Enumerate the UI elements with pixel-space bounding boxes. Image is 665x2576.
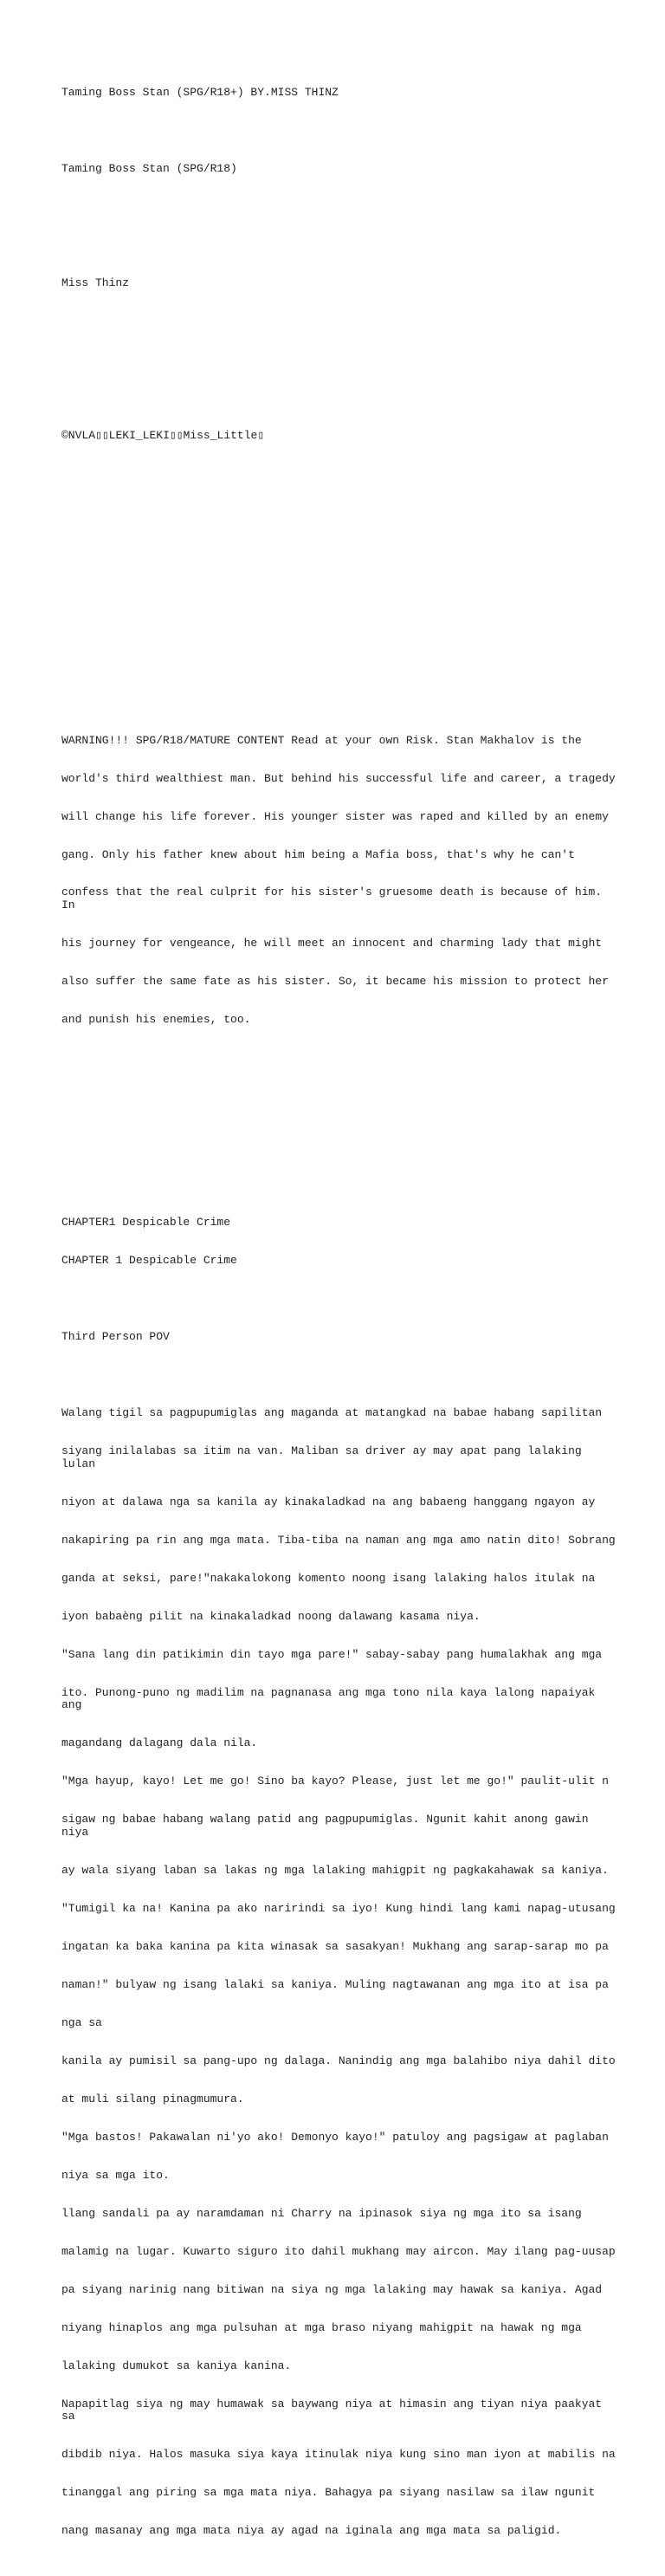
spacer — [61, 506, 616, 519]
document-page — [61, 62, 616, 2576]
document-title: Taming Boss Stan (SPG/R18+) BY.MISS THINZ — [61, 86, 339, 100]
body-line: sigaw ng babae habang walang patid ang pagpupumiglas. Ngunit kahit anong gawin niya — [61, 1813, 596, 1839]
spacer — [61, 1090, 616, 1103]
body-line: at muli silang pinagmumura. — [61, 2092, 244, 2106]
body-line: ganda at seksi, pare!"nakakalokong komento noong isang lalaking halos itulak na — [61, 1571, 596, 1585]
body-line: malamig na lugar. Kuwarto siguro ito dahil mukhang may aircon. May ilang pag-uusap — [61, 2244, 616, 2258]
spacer — [61, 1128, 616, 1141]
warning-line: confess that the real culprit for his sister's gruesome death is because of him. In — [61, 886, 609, 912]
body-line: siyang inilalabas sa itim na van. Maliban sa driver ay may apat pang lalaking lulan — [61, 1444, 589, 1470]
body-line: "Mga bastos! Pakawalan ni'yo ako! Demonyo kayo!" patuloy ang pagsigaw at paglaban — [61, 2130, 609, 2144]
body-line: lalaking dumukot sa kaniya kanina. — [61, 2359, 292, 2372]
credit-line: ©NVLA▯▯LEKI_LEKI▯▯Miss_Little▯ — [61, 428, 265, 442]
spacer — [61, 544, 616, 557]
body-line: Napapitlag siya ng may humawak sa baywang niya at himasin ang tiyan niya paakyat sa — [61, 2397, 609, 2424]
body-line: ito. Punong-puno ng madilim na pagnanasa ang mga tono nila kaya lalong napaiyak ang — [61, 1685, 603, 1712]
body-line: niya sa mga ito. — [61, 2168, 170, 2182]
warning-line: his journey for vengeance, he will meet an innocent and charming lady that might — [61, 937, 603, 951]
body-line: llang sandali pa ay naramdaman ni Charry na ipinasok siya ng mga ito sa isang — [61, 2206, 582, 2220]
body-line: iyon babaèng pilit na kinakaladkad noong dalawang kasama niya. — [61, 1609, 481, 1623]
chapter-heading: CHAPTER1 Despicable Crime — [61, 1216, 231, 1230]
body-line: niyang hinaplos ang mga pulsuhan at mga braso niyang mahigpit na hawak ng mga — [61, 2320, 582, 2334]
body-text — [61, 1382, 616, 2563]
body-line: "Tumigil ka na! Kanina pa ako naririndi sa iyo! Kung hindi lang kami napag-utusang — [61, 1901, 616, 1915]
spacer — [61, 582, 616, 595]
spacer — [61, 239, 616, 252]
chapter-heading: CHAPTER 1 Despicable Crime — [61, 1254, 237, 1268]
body-line: nang masanay ang mga mata niya ay agad na iginala ang mga mata sa paligid. — [61, 2524, 562, 2538]
body-line: tinanggal ang piring sa mga mata niya. Bahagya pa siyang nasilaw sa ilaw ngunit — [61, 2486, 596, 2500]
spacer — [61, 201, 616, 214]
body-line: naman!" bulyaw ng isang lalaki sa kaniya. Muling nagtawanan ang mga ito at isa pa — [61, 1977, 609, 1991]
warning-line: gang. Only his father knew about him being a Mafia boss, that's why he can't — [61, 847, 575, 861]
body-line: "Mga hayup, kayo! Let me go! Sino ba kayo? Please, just let me go!" paulit-ulit n — [61, 1775, 609, 1788]
document-subtitle: Taming Boss Stan (SPG/R18) — [61, 162, 237, 176]
spacer — [61, 354, 616, 367]
author-line: Miss Thinz — [61, 276, 130, 290]
warning-line: also suffer the same fate as his sister. So, it became his mission to protect her — [61, 975, 609, 989]
warning-line: WARNING!!! SPG/R18/MATURE CONTENT Read at your own Risk. Stan Makhalov is the — [61, 733, 582, 747]
body-line: kanila ay pumisil sa pang-upo ng dalaga. Nanindig ang mga balahibo niya dahil dito — [61, 2054, 616, 2067]
body-line: nga sa — [61, 2015, 102, 2029]
spacer — [61, 659, 616, 672]
body-line: magandang dalagang dala nila. — [61, 1736, 258, 1750]
spacer — [61, 468, 616, 481]
warning-line: and punish his enemies, too. — [61, 1013, 251, 1027]
warning-line: will change his life forever. His younger sister was raped and killed by an enemy — [61, 809, 609, 823]
warning-line: world's third wealthiest man. But behind his successful life and career, a tragedy — [61, 771, 616, 785]
spacer — [61, 125, 616, 138]
pov-line: Third Person POV — [61, 1330, 170, 1344]
spacer — [61, 620, 616, 633]
body-line: ingatan ka baka kanina pa kita winasak sa sasakyan! Mukhang ang sarap-sarap mo pa — [61, 1939, 609, 1953]
spacer — [61, 392, 616, 405]
body-line: niyon at dalawa nga sa kanila ay kinakaladkad na ang babaeng hanggang ngayon ay — [61, 1495, 596, 1509]
warning-paragraph — [61, 709, 616, 1052]
body-line: nakapiring pa rin ang mga mata. Tiba-tiba na naman ang mga amo natin dito! Sobrang — [61, 1533, 616, 1547]
body-line: dibdib niya. Halos masuka siya kaya itinulak niya kung sino man iyon at mabilis na — [61, 2448, 616, 2462]
body-line: ay wala siyang laban sa lakas ng mga lalaking mahigpit ng pagkakahawak sa kaniya. — [61, 1863, 609, 1877]
spacer — [61, 315, 616, 328]
spacer — [61, 1293, 616, 1306]
body-line: pa siyang narinig nang bitiwan na siya ng mga lalaking may hawak sa kaniya. Agad — [61, 2282, 603, 2296]
body-line: "Sana lang din patikimin din tayo mga pare!" sabay-sabay pang humalakhak ang mga — [61, 1647, 603, 1661]
body-line: Walang tigil sa pagpupumiglas ang maganda at matangkad na babae habang sapilitan — [61, 1406, 603, 1420]
spacer — [61, 1166, 616, 1179]
